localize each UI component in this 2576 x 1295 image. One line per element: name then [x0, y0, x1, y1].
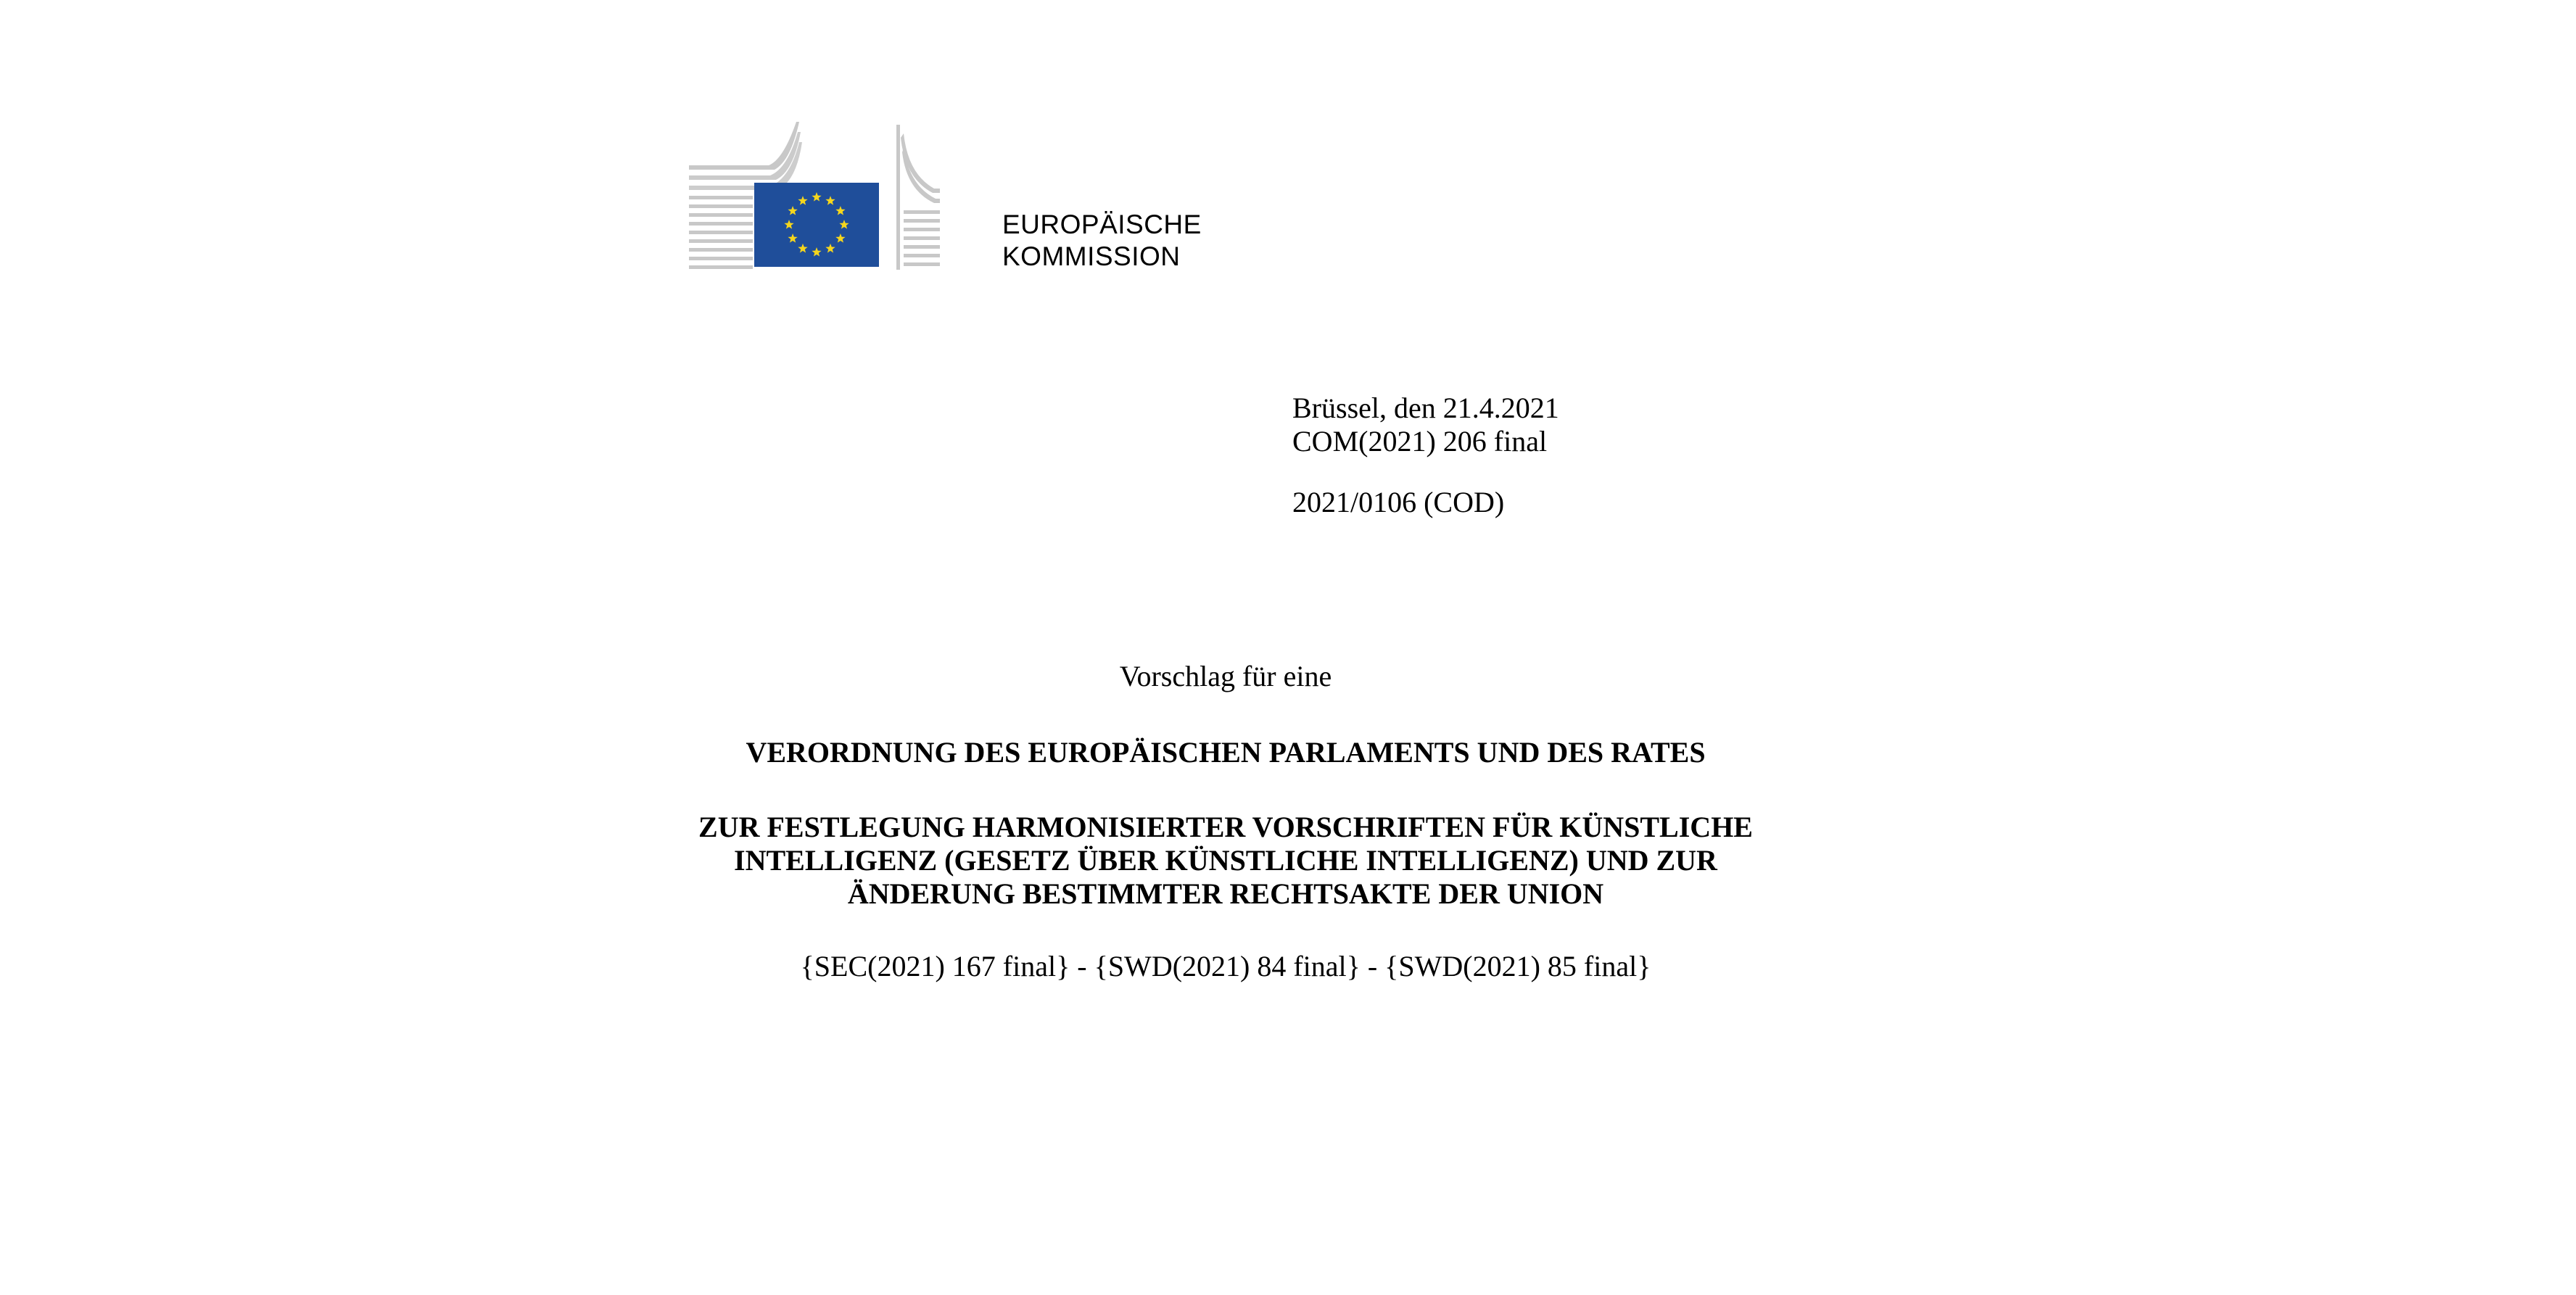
logo-line-1: EUROPÄISCHE: [1002, 210, 1202, 239]
european-commission-logo: [689, 116, 1211, 276]
logo-wordmark: [1002, 209, 1202, 273]
subject-line: ÄNDERUNG BESTIMMTER RECHTSAKTE DER UNION: [847, 877, 1604, 910]
logo-line-2: KOMMISSION: [1002, 241, 1181, 271]
subject-line: ZUR FESTLEGUNG HARMONISIERTER VORSCHRIFTEN FÜR KÜNSTLICHE: [698, 811, 1753, 843]
reference-block: [1292, 392, 1559, 519]
related-documents: {SEC(2021) 167 final} - {SWD(2021) 84 final} - {SWD(2021) 85 final}: [800, 950, 1651, 982]
com-number: COM(2021) 206 final: [1292, 425, 1548, 458]
regulation-subject: [653, 811, 1799, 911]
procedure-number: 2021/0106 (COD): [1292, 486, 1505, 518]
proposal-heading: Vorschlag für eine: [1119, 660, 1332, 692]
place-date: Brüssel, den 21.4.2021: [1292, 392, 1559, 424]
regulation-title: VERORDNUNG DES EUROPÄISCHEN PARLAMENTS UND DES RATES: [746, 736, 1706, 769]
subject-line: INTELLIGENZ (GESETZ ÜBER KÜNSTLICHE INTELLIGENZ) UND ZUR: [734, 844, 1717, 877]
